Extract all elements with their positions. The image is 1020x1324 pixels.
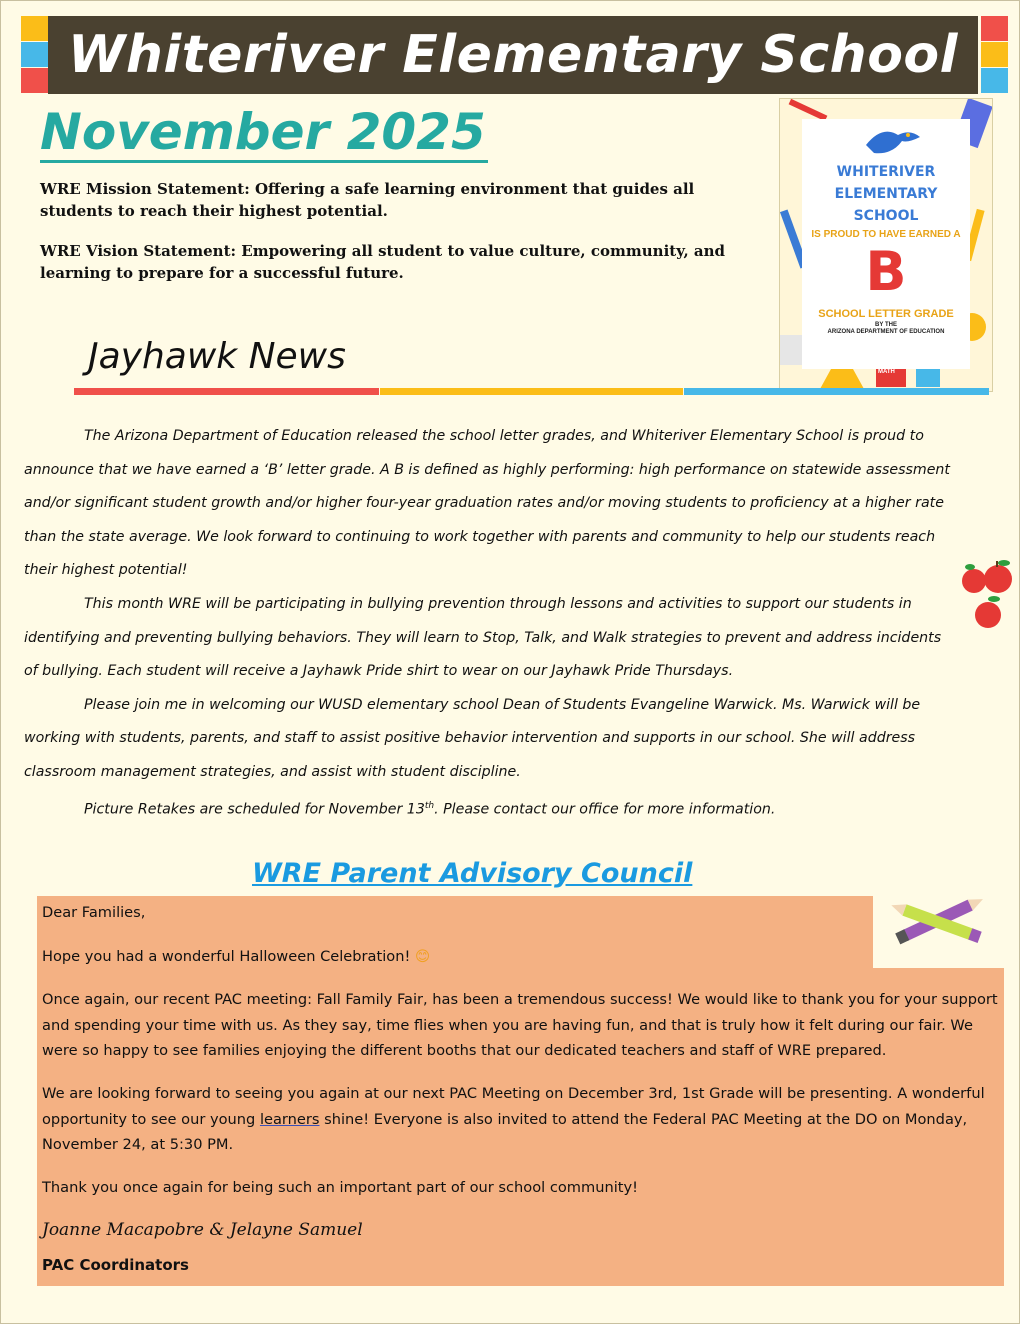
jayhawk-news-title: Jayhawk News: [88, 336, 346, 377]
deco-square: [21, 42, 48, 67]
news-paragraph: Please join me in welcoming our WUSD elementary school Dean of Students Evangeline Warwick. Ms. Warwick will be working with students, parents, and staff to assist positive behavior intervention and supports in our school. She will address classroom management strategies, and assist with student discipline.: [24, 696, 921, 780]
smile-emoji-icon: 😊: [414, 948, 431, 965]
poster-letter-grade-text: SCHOOL LETTER GRADE: [818, 308, 954, 320]
pac-paragraph: [42, 1081, 1002, 1158]
pac-paragraph: Once again, our recent PAC meeting: Fall Family Fair, has been a tremendous success! We would like to thank you for your support and spending your time with us. As they say, time flies when you are having fun, and that is truly how it felt during our fair. We were so happy to see families enjoying the different booths that our dedicated teachers and staff of WRE prepared.: [42, 991, 998, 1060]
news-paragraph: This month WRE will be participating in bullying prevention through lessons and activities to support our students in identifying and preventing bullying behaviors. They will learn to Stop, Talk, and Walk strategies to prevent and address incidents of bullying. Each student will receive a Jayhawk Pride shirt to wear on our Jayhawk Pride Thursdays.: [24, 595, 942, 680]
pac-coordinators-label: PAC Coordinators: [42, 1256, 189, 1274]
retakes-sup: th: [424, 800, 435, 811]
retakes-text: Picture Retakes are scheduled for November 13: [84, 801, 425, 818]
poster-grade-letter: B: [865, 240, 907, 303]
coordinator-signature: Joanne Macapobre & Jelayne Samuel: [42, 1220, 363, 1240]
poster-dept-text: ARIZONA DEPARTMENT OF EDUCATION: [827, 329, 945, 335]
school-title: Whiteriver Elementary School: [68, 25, 958, 85]
news-paragraph: The Arizona Department of Education released the school letter grades, and Whiteriver Elementary School is proud to announce that we have earned a ‘B’ letter grade. A B is defined as highly performing: high performance on statewide assessment and/or significant student growth and/or higher four-year graduation rates and/or moving students to proficiency at a higher rate than the state average. We look forward to continuing to work together with parents and community to help our students reach their highest potential!: [24, 428, 950, 579]
news-paragraph: [24, 790, 954, 827]
poster-school-name: [802, 161, 970, 227]
pac-halloween-text: Hope you had a wonderful Halloween Celebration!: [42, 948, 415, 965]
pac-greeting: Dear Families,: [42, 904, 146, 921]
divider-bar-blue: [684, 388, 989, 395]
apples-icon: [958, 555, 1018, 635]
divider-bar-yellow: [380, 388, 683, 395]
poster-school-line2: ELEMENTARY SCHOOL: [834, 186, 938, 224]
pac-thanks: Thank you once again for being such an important part of our school community!: [42, 1179, 638, 1196]
pac-meeting-text: We are looking forward to seeing you again at our next PAC Meeting on December 3rd, 1st Grade will be presenting. A wonderful opportunity to see our young: [42, 1085, 985, 1128]
poster-card: [802, 119, 970, 369]
month-heading: November 2025: [40, 103, 486, 161]
deco-square: [21, 16, 48, 41]
poster-by-text: BY THE: [875, 322, 897, 328]
retakes-text-end: . Please contact our office for more information.: [434, 801, 776, 818]
vision-statement: WRE Vision Statement: Empowering all student to value culture, community, and learning to prepare for a successful future.: [40, 242, 726, 282]
pac-meeting-text-end: shine! Everyone is also invited to attend the Federal PAC Meeting at the DO on Monday, November 24, at 5:30 PM.: [42, 1110, 968, 1154]
mission-statement: WRE Mission Statement: Offering a safe learning environment that guides all students to reach their highest potential.: [40, 180, 695, 220]
poster-earned-text: IS PROUD TO HAVE EARNED A: [811, 229, 961, 240]
pac-halloween: [42, 944, 1002, 970]
pac-title: WRE Parent Advisory Council: [252, 858, 693, 889]
deco-square: [981, 42, 1008, 67]
math-notebook-label: MATH: [878, 369, 895, 375]
deco-square: [21, 68, 48, 93]
news-article: [24, 420, 954, 827]
letter-grade-poster: [779, 98, 993, 392]
divider-bar-red: [74, 388, 379, 395]
deco-square: [981, 68, 1008, 93]
header-banner: [48, 16, 978, 94]
jayhawk-bird-icon: [862, 125, 922, 159]
learners-word: learners: [259, 1110, 320, 1128]
deco-square: [981, 16, 1008, 41]
poster-school-line1: WHITERIVER: [836, 164, 936, 180]
